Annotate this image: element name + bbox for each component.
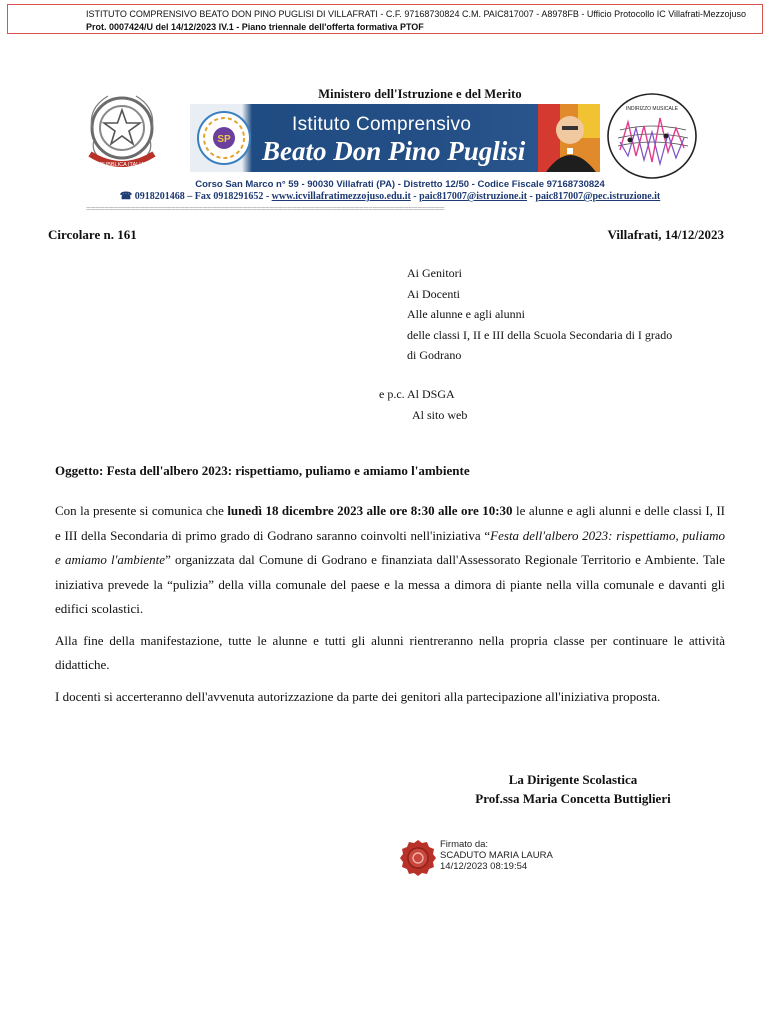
- svg-text:INDIRIZZO MUSICALE: INDIRIZZO MUSICALE: [626, 106, 678, 112]
- digital-signer: SCADUTO MARIA LAURA: [440, 850, 553, 861]
- recipient-line: Ai Docenti: [407, 286, 460, 301]
- emblem-text: REPUBBLICA ITALIANA: [91, 162, 153, 168]
- recipient-line: Ai Genitori: [407, 266, 462, 280]
- paragraph-1: Con la presente si comunica che lunedì 18 dicembre 2023 alle ore 8:30 alle ore 10:30 le alunne e agli alunni e delle classi I, II e III della Secondaria di primo grado di Godrano saranno coinvolti nell'iniziativa “Festa dell'albero 2023: rispettiamo, puliamo e amiamo l'ambiente” organizzata dal Comune di Godrano e finanziata dall'Assessorato Regionale Territorio e Ambiente. Tale iniziativa prevede la “pulizia” della villa comunale del paese e la messa a dimora di piante nella villa comunale e davanti gli edifici scolastici.: [55, 503, 726, 616]
- circular-number: Circolare n. 161: [48, 227, 137, 242]
- school-address: Corso San Marco n° 59 - 90030 Villafrati (PA) - Distretto 12/50 - Codice Fiscale 97168730824: [195, 179, 605, 190]
- signer-role: La Dirigente Scolastica: [508, 772, 638, 787]
- separator: -: [413, 191, 417, 202]
- cc-line: Al sito web: [412, 407, 468, 422]
- wax-seal-icon: [398, 838, 438, 876]
- pec-link[interactable]: paic817007@pec.istruzione.it: [535, 191, 661, 202]
- institute-title-line1: Istituto Comprensivo: [292, 114, 472, 135]
- recipient-line: di Godrano: [407, 348, 462, 362]
- paragraph-3: I docenti si accerteranno dell'avvenuta autorizzazione da parte dei genitori alla partecipazione all'iniziativa proposta.: [55, 688, 661, 704]
- protocol-line-2: Prot. 0007424/U del 14/12/2023 IV.1 - Piano triennale dell'offerta formativa PTOF: [86, 22, 424, 32]
- portrait-image: [538, 104, 600, 172]
- music-school-logo-icon: [606, 92, 698, 180]
- cc-block: [379, 384, 467, 425]
- institute-title-line2: Beato Don Pino Puglisi: [262, 136, 526, 166]
- italian-republic-emblem: [80, 88, 164, 174]
- website-link[interactable]: www.icvillafratimezzojuso.edu.it: [271, 191, 411, 202]
- protocol-stamp: [7, 4, 763, 34]
- signer-name: Prof.ssa Maria Concetta Buttiglieri: [475, 791, 671, 806]
- digital-signature: [440, 839, 553, 872]
- signature-block: [400, 770, 746, 808]
- separator: -: [529, 191, 533, 202]
- email-link[interactable]: paic817007@istruzione.it: [419, 191, 528, 202]
- cc-line: e p.c. Al DSGA: [379, 387, 455, 401]
- protocol-line-1: ISTITUTO COMPRENSIVO BEATO DON PINO PUGLISI DI VILLAFRATI - C.F. 97168730824 C.M. PAIC817007 - A8978FB - Ufficio Protocollo IC Villafrati-Mezzojuso: [86, 9, 747, 19]
- recipient-line: Alle alunne e agli alunni: [407, 307, 525, 321]
- recipients-block: [407, 263, 672, 366]
- svg-text:SP: SP: [217, 134, 231, 145]
- recipient-line: delle classi I, II e III della Scuola Secondaria di I grado: [407, 327, 673, 342]
- digital-signature-label: Firmato da:: [440, 839, 489, 850]
- separator-rule: ================================================================================: [86, 205, 445, 213]
- phone-fax: ☎ 0918201468 – Fax 0918291652 -: [119, 191, 270, 202]
- place-date: Villafrati, 14/12/2023: [607, 227, 724, 242]
- contact-line: [80, 191, 700, 202]
- letter-body: [55, 499, 725, 716]
- subject-line: Oggetto: Festa dell'albero 2023: rispettiamo, puliamo e amiamo l'ambiente: [55, 463, 470, 478]
- school-logo-icon: [194, 108, 254, 168]
- digital-signature-timestamp: 14/12/2023 08:19:54: [440, 861, 528, 872]
- ministry-name: Ministero dell'Istruzione e del Merito: [318, 87, 522, 101]
- paragraph-2: Alla fine della manifestazione, tutte le alunne e tutti gli alunni rientreranno nella propria classe per continuare le attività didattiche.: [55, 632, 725, 672]
- event-title: Festa dell'albero 2023: rispettiamo, puliamo e amiamo l'ambiente: [55, 527, 726, 567]
- event-datetime: lunedì 18 dicembre 2023 alle ore 8:30 alle ore 10:30: [227, 503, 513, 518]
- institute-banner: [190, 104, 600, 172]
